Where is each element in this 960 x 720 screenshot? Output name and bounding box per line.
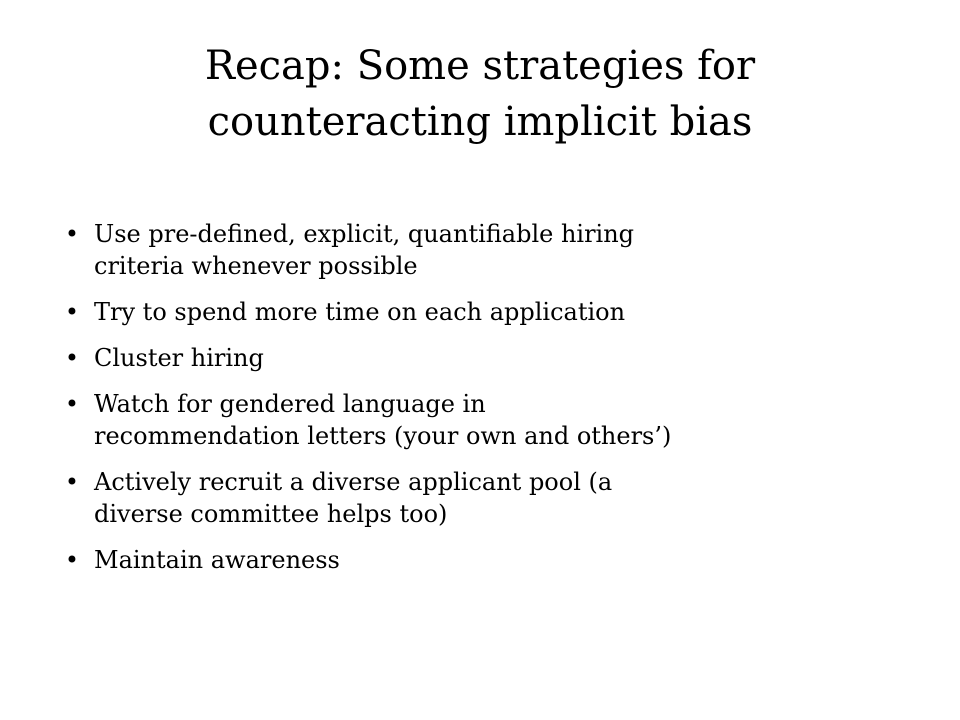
bullet-text-line: recommendation letters (your own and others’) xyxy=(94,422,672,450)
bullet-text-line: diverse committee helps too) xyxy=(94,500,448,528)
bullet-marker: • xyxy=(64,344,80,372)
bullet-marker: • xyxy=(64,220,80,248)
bullet-item-awareness xyxy=(60,544,920,576)
bullet-marker: • xyxy=(64,298,80,326)
bullet-text-line: Use pre-defined, explicit, quantifiable hiring xyxy=(94,220,635,248)
bullet-text-line: Actively recruit a diverse applicant pool (a xyxy=(94,468,613,496)
slide-title-line-1: Recap: Some strategies for xyxy=(204,43,756,89)
slide-title xyxy=(60,38,900,150)
bullet-text-line: Maintain awareness xyxy=(94,546,340,574)
bullet-marker: • xyxy=(64,468,80,496)
bullet-text-line: criteria whenever possible xyxy=(94,252,418,280)
bullet-marker: • xyxy=(64,546,80,574)
bullet-item-spend-time xyxy=(60,296,920,328)
bullet-text-line: Try to spend more time on each application xyxy=(94,298,626,326)
bullet-item-gendered-language xyxy=(60,388,920,452)
slide-title-line-2: counteracting implicit bias xyxy=(207,99,753,145)
bullet-item-diverse-pool xyxy=(60,466,920,530)
bullet-text-line: Watch for gendered language in xyxy=(94,390,486,418)
bullet-list xyxy=(60,218,920,590)
bullet-marker: • xyxy=(64,390,80,418)
bullet-item-hiring-criteria xyxy=(60,218,920,282)
bullet-text-line: Cluster hiring xyxy=(94,344,264,372)
bullet-item-cluster-hiring xyxy=(60,342,920,374)
